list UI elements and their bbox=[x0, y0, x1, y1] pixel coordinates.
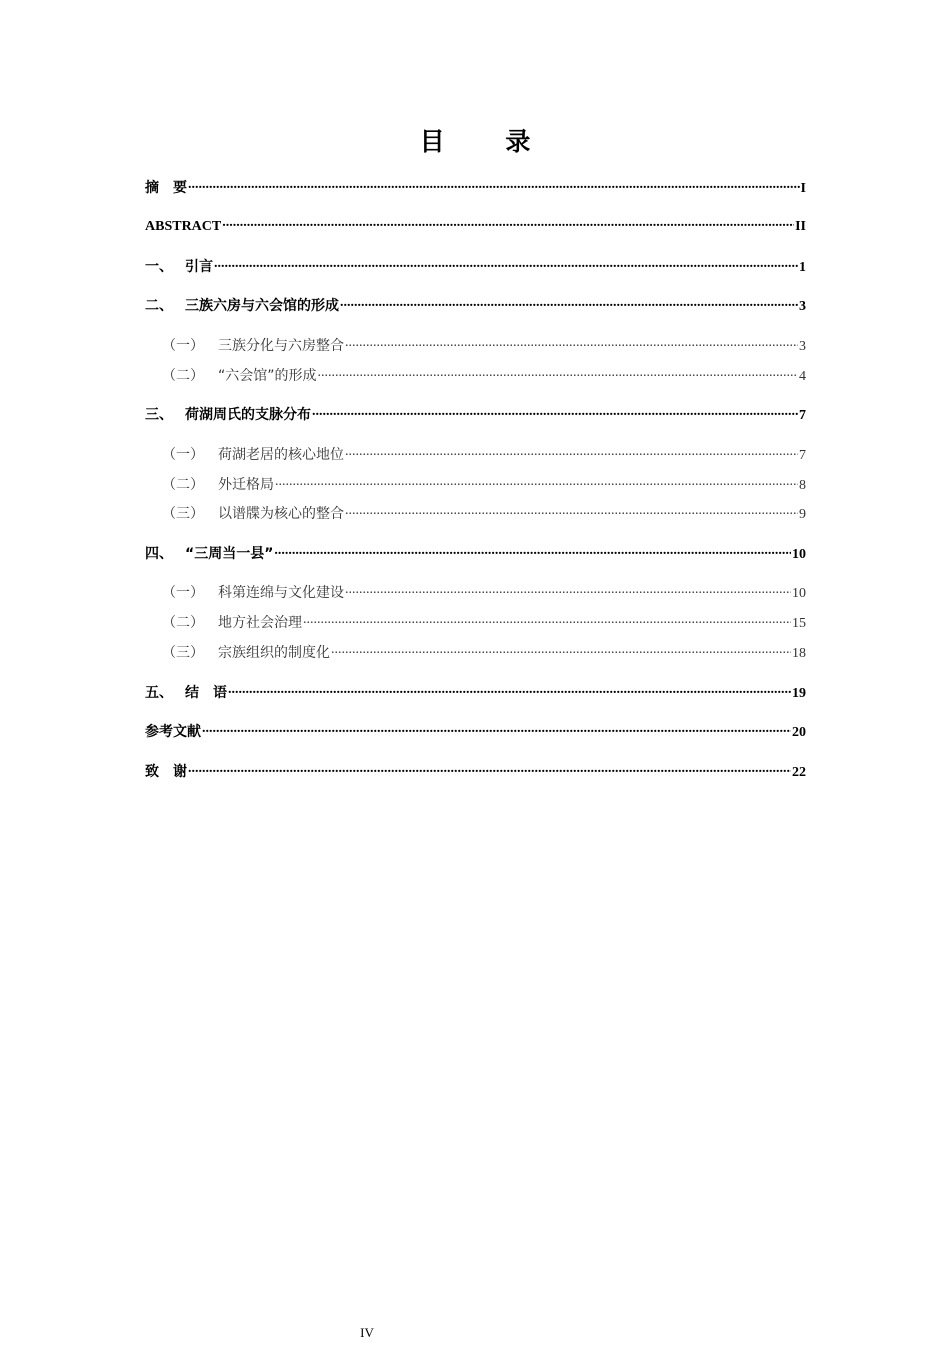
toc-entry-page: 9 bbox=[799, 507, 806, 522]
toc-entry-section-4-2[interactable] bbox=[162, 612, 806, 634]
toc-entry-page: 18 bbox=[792, 646, 806, 661]
toc-leader-dots bbox=[222, 216, 794, 230]
toc-entry-chapter-4[interactable] bbox=[145, 543, 806, 565]
toc-entry-text: 摘 要 bbox=[145, 180, 187, 196]
toc-entry-section-3-2[interactable] bbox=[162, 474, 806, 496]
toc-entry-text: “三周当一县” bbox=[185, 546, 274, 562]
toc-entry-number: （二） bbox=[162, 477, 204, 493]
toc-entry-page: 4 bbox=[799, 369, 806, 384]
toc-entry-page: 7 bbox=[799, 408, 806, 423]
toc-entry-page: 20 bbox=[792, 725, 806, 740]
toc-leader-dots bbox=[275, 475, 798, 489]
toc-entry-chapter-5[interactable] bbox=[145, 682, 806, 704]
toc-entry-text: 科第连绵与文化建设 bbox=[218, 585, 344, 601]
toc-entry-section-3-3[interactable] bbox=[162, 503, 806, 525]
toc-entry-abstract-en[interactable] bbox=[145, 216, 806, 238]
toc-leader-dots bbox=[303, 613, 791, 627]
toc-entry-page: 7 bbox=[799, 448, 806, 463]
toc-entry-text: ABSTRACT bbox=[145, 219, 222, 234]
toc-entry-page: 10 bbox=[792, 547, 806, 562]
toc-leader-dots bbox=[318, 366, 798, 380]
toc-entry-section-4-3[interactable] bbox=[162, 642, 806, 664]
toc-entry-text: 参考文献 bbox=[145, 724, 201, 740]
toc-entry-section-2-1[interactable] bbox=[162, 335, 806, 357]
toc-title: 目 录 bbox=[419, 127, 557, 156]
toc-entry-page: 15 bbox=[792, 616, 806, 631]
toc-entry-text: 致 谢 bbox=[145, 764, 187, 780]
toc-entry-number: 三、 bbox=[145, 407, 173, 423]
toc-entry-number: 一、 bbox=[145, 259, 173, 275]
toc-entry-number: 五、 bbox=[145, 685, 173, 701]
toc-entry-text: 外迁格局 bbox=[218, 477, 274, 493]
toc-leader-dots bbox=[340, 296, 798, 310]
toc-leader-dots bbox=[188, 762, 791, 776]
toc-entry-number: （二） bbox=[162, 615, 204, 631]
toc-entry-text: 引言 bbox=[185, 259, 213, 275]
toc-entry-acknowledgements[interactable] bbox=[145, 761, 806, 783]
toc-leader-dots bbox=[331, 643, 791, 657]
toc-entry-page: 22 bbox=[792, 765, 806, 780]
toc-entry-number: （二） bbox=[162, 368, 204, 384]
toc-entry-number: （三） bbox=[162, 645, 204, 661]
toc-entry-number: （一） bbox=[162, 585, 204, 601]
toc-leader-dots bbox=[345, 504, 798, 518]
toc-leader-dots bbox=[228, 683, 791, 697]
page-number-footer: IV bbox=[360, 1325, 374, 1340]
toc-entry-text: 以谱牒为核心的整合 bbox=[218, 506, 344, 522]
toc-entry-text: 宗族组织的制度化 bbox=[218, 645, 330, 661]
toc-entry-text: 结 语 bbox=[185, 685, 227, 701]
toc-entry-text: 三族分化与六房整合 bbox=[218, 338, 344, 354]
toc-leader-dots bbox=[188, 178, 800, 192]
toc-leader-dots bbox=[345, 583, 791, 597]
toc-entry-section-3-1[interactable] bbox=[162, 444, 806, 466]
toc-leader-dots bbox=[274, 544, 791, 558]
toc-entry-page: 3 bbox=[799, 299, 806, 314]
toc-entry-number: （一） bbox=[162, 447, 204, 463]
toc-entry-text: 地方社会治理 bbox=[218, 615, 302, 631]
toc-entry-page: I bbox=[800, 181, 806, 196]
toc-leader-dots bbox=[312, 405, 798, 419]
toc-entry-number: （一） bbox=[162, 338, 204, 354]
toc-entry-references[interactable] bbox=[145, 721, 806, 743]
toc-entry-page: 8 bbox=[799, 478, 806, 493]
toc-entry-number: （三） bbox=[162, 506, 204, 522]
toc-entry-text: “六会馆”的形成 bbox=[218, 368, 317, 384]
toc-entry-chapter-2[interactable] bbox=[145, 295, 806, 317]
toc-entry-number: 二、 bbox=[145, 298, 173, 314]
toc-entry-abstract-cn[interactable] bbox=[145, 177, 806, 199]
toc-entry-text: 三族六房与六会馆的形成 bbox=[185, 298, 339, 314]
toc-entry-text: 荷湖周氏的支脉分布 bbox=[185, 407, 311, 423]
toc-entry-chapter-3[interactable] bbox=[145, 404, 806, 426]
toc-entry-page: 1 bbox=[799, 260, 806, 275]
toc-entry-section-4-1[interactable] bbox=[162, 582, 806, 604]
toc-entry-page: 19 bbox=[792, 686, 806, 701]
toc-entry-number: 四、 bbox=[145, 546, 173, 562]
toc-entry-text: 荷湖老居的核心地位 bbox=[218, 447, 344, 463]
toc-entry-page: 10 bbox=[792, 586, 806, 601]
toc-leader-dots bbox=[345, 336, 798, 350]
toc-leader-dots bbox=[202, 722, 791, 736]
toc-entry-chapter-1[interactable] bbox=[145, 256, 806, 278]
toc-leader-dots bbox=[345, 445, 798, 459]
toc-entry-section-2-2[interactable] bbox=[162, 365, 806, 387]
toc-entry-page: II bbox=[795, 219, 806, 234]
toc-leader-dots bbox=[214, 257, 798, 271]
toc-entry-page: 3 bbox=[799, 339, 806, 354]
